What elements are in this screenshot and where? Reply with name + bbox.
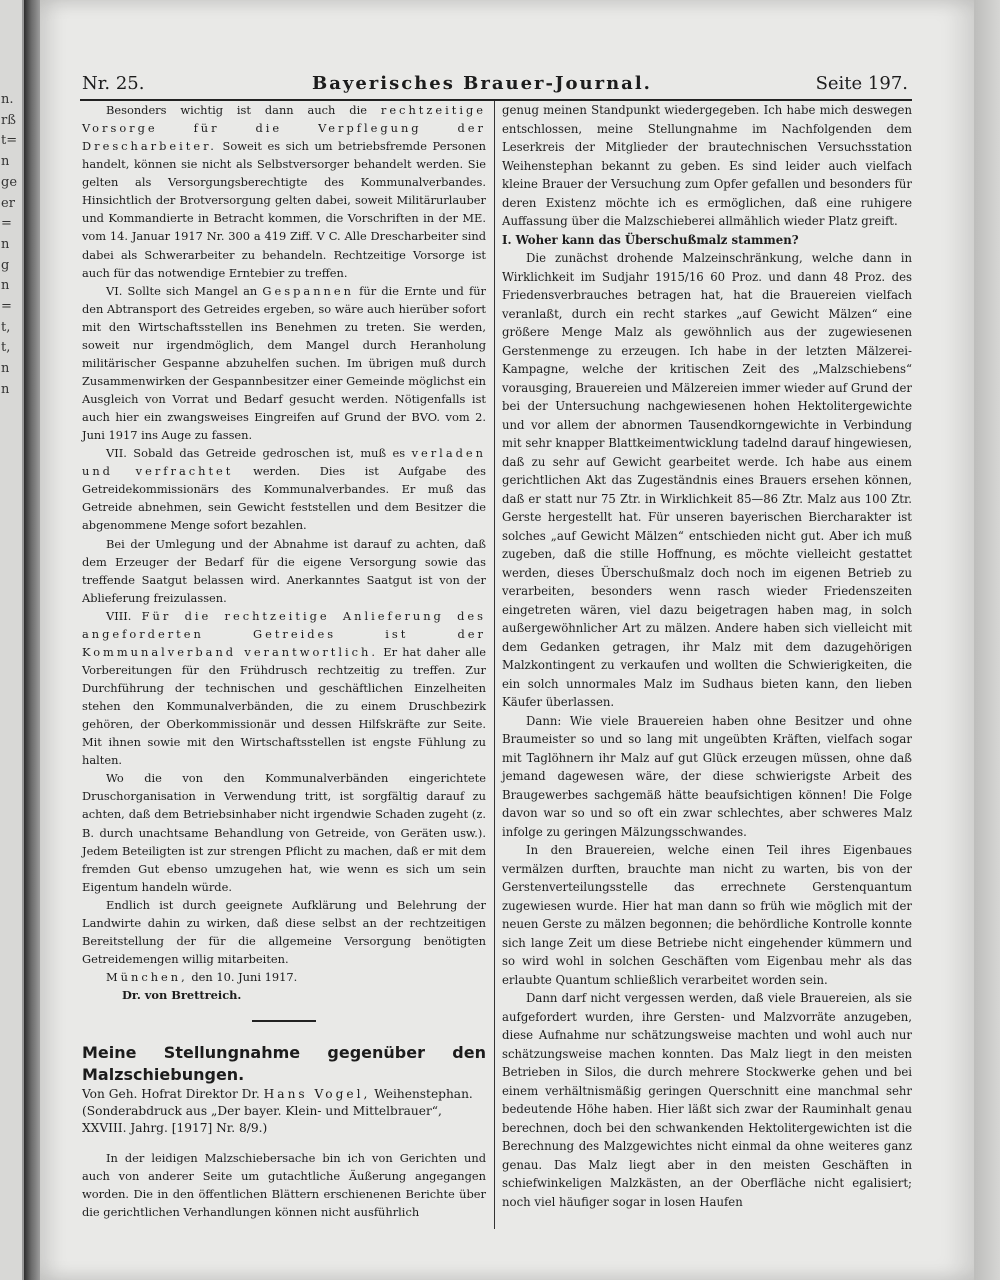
- paragraph: Bei der Umlegung und der Abnahme ist darauf zu achten, daß dem Erzeuger der Bedarf für die eigene Versorgung sowie das treffende Saatgut belassen wird. Anerkanntes Saatgut ist von der Ablieferung freizulassen.: [82, 536, 486, 605]
- previous-page-fragment: t=: [1, 133, 18, 149]
- previous-page-fragment: er: [1, 195, 15, 211]
- previous-page-fragment: n.: [1, 92, 14, 107]
- paragraph: Dann darf nicht vergessen werden, daß viele Brauereien, als sie aufgefordert wurden, ihre Gersten- und Malzvorräte anzugeben, diese Aufnahme nur schätzungsweise machten und wohl auch nur schätzungsweise machen konnten. Das Malz liegt in den meisten Betrieben in Silos, die durch mehrere Stockwerke gehen und bei einem verhältnismäßig geringen Querschnitt eine manchmal sehr bedeutende Höhe haben. Hier läßt sich zwar der Rauminhalt genau berechnen, doch bei den schwankenden Hektolitergewichten ist die Berechnung des Malzgewichtes nicht einmal da ohne weiteres ganz genau. Das Malz liegt aber in den meisten Geschäften in schiefwinkeligen Malzkästen, an der Oberfläche nicht egalisiert; noch viel häufiger sogar in losen Haufen: [502, 991, 912, 1209]
- article-source: (Sonderabdruck aus „Der bayer. Klein- und Mittelbrauer“, XXVIII. Jahrg. [1917] Nr. 8/9.): [82, 1104, 442, 1136]
- paragraph: In den Brauereien, welche einen Teil ihres Eigenbaues vermälzen durften, brauchte man nicht zu warten, bis von der Gerstenverteilungsstelle das errechnete Gerstenquantum zugewiesen wurde. Hier hat man dann so früh wie möglich mit der neuen Gerste zu mälzen begonnen; die behördliche Kontrolle konnte sich lange Zeit um diese Betriebe nicht eingehender kümmern und so wird wohl in solchen Geschäften vom Eigenbau mehr als das erlaubte Quantum schließlich verarbeitet worden sein.: [502, 843, 912, 987]
- dateline: München, den 10. Juni 1917.: [106, 970, 298, 984]
- paragraph: Besonders wichtig ist dann auch die rechtzeitige Vorsorge für die Verpflegung der Drescharbeiter. Soweit es sich um betriebsfremde Personen handelt, können sie nicht als Selbstversorger behandelt werden. Sie gelten als Versorgungsberechtigte des Kommunalverbandes. Hinsichtlich der Brotversorgung gelten dabei, soweit Militärurlauber und Kommandierte in Betracht kommen, die Vorschriften in der ME. vom 14. Januar 1917 Nr. 300 a 419 Ziff. V C. Alle Drescharbeiter sind dabei als Schwerarbeiter zu behandeln. Rechtzeitige Vorsorge ist auch für das notwendige Erntebier zu treffen.: [82, 103, 487, 280]
- previous-page-fragment: =: [1, 299, 12, 314]
- section-heading: I. Woher kann das Überschußmalz stammen?: [502, 232, 799, 247]
- previous-page-edge: [0, 0, 24, 1280]
- column-divider: [494, 101, 495, 1229]
- signature: Dr. von Brettreich.: [122, 988, 242, 1003]
- previous-page-fragment: rß: [1, 112, 16, 128]
- left-column: [82, 101, 486, 1221]
- paragraph: VII. Sobald das Getreide gedroschen ist, muß es verladen und verfrachtet werden. Dies ist Aufgabe des Getreidekommissionärs des Kommunalverbandes. Er muß das Getreide abnehmen, sein Gewicht feststellen und dem Besitzer die abgenommene Menge sofort bezahlen.: [82, 446, 486, 533]
- previous-page-fragment: n: [1, 381, 10, 397]
- previous-page-fragment: n: [1, 236, 10, 252]
- paragraph: Dann: Wie viele Brauereien haben ohne Besitzer und ohne Braumeister so und so lang mit ungeübten Kräften, vielfach sogar mit Taglöhnern ihr Malz auf gut Glück erzeugen müssen, ohne daß jemand dagewesen wäre, der diese schwierigste Arbeit des Braugewerbes sachgemäß hätte beaufsichtigen können! Die Folge davon war so und so oft ein zwar schlechtes, aber schweres Malz infolge zu geringen Mälzungsschwandes.: [502, 713, 912, 839]
- journal-title: Bayerisches Brauer-Journal.: [312, 73, 652, 94]
- paragraph: VI. Sollte sich Mangel an Gespannen für die Ernte und für den Abtransport des Getreides ergeben, so wäre auch hierüber sofort mit den Wirtschaftsstellen ins Benehmen zu treten. Sie werden, soweit nur irgendmöglich, dem Mangel durch Heranholung militärischer Gespanne abzuhelfen suchen. Im übrigen muß durch Zusammenwirken der Gespannbesitzer einer Gemeinde möglichst ein Ausgleich von Vorrat und Bedarf gesucht werden. Nötigenfalls ist auch hier ein zwangsweises Eingreifen auf Grund der BVO. vom 2. Juni 1917 ins Auge zu fassen.: [82, 283, 486, 443]
- previous-page-fragment: ge: [1, 174, 18, 190]
- previous-page-fragment: n: [1, 154, 10, 170]
- paragraph: genug meinen Standpunkt wiedergegeben. Ich habe mich deswegen entschlossen, meine Stellungnahme im Nachfolgenden dem Leserkreis der Mitglieder der brautechnischen Versuchsstation Weihenstephan bekannt zu geben. Es sind leider auch vielfach kleine Brauer der Versuchung zum Opfer gefallen und besonders für deren Existenz möchte ich es ermöglichen, daß eine ruhigere Auffassung über die Malzschieberei allmählich wieder Platz greift.: [502, 103, 912, 228]
- issue-number: Nr. 25.: [82, 73, 145, 94]
- paragraph: Die zunächst drohende Malzeinschränkung, welche dann in Wirklichkeit im Sudjahr 1915/16 60 Proz. und dann 48 Proz. des Friedensverbrauches betragen hat, hat die Brauereien vielfach veranlaßt, durch ein recht starkes „auf Gewicht Mälzen“ eine größere Menge Malz als gewöhnlich aus der zugewiesenen Gerstenmenge zu erzeugen. Ich habe in der letzten Mälzerei-Kampagne, welche der kritischen Zeit des „Malzschiebens“ vorausging, Brauereien und Mälzereien immer wieder auf Grund der bei der Untersuchung nachgewiesenen hohen Hektolitergewichte und vor allem der abnormen Tausendkorngewichte in Verbindung mit sehr knapper Blattkeimentwicklung tadelnd darauf hingewiesen, daß zu sehr auf Gewicht gearbeitet werde. Ich habe aus einem gerichtlichen Akt das Zugeständnis eines Brauers ersehen können, daß er statt nur 75 Ztr. in Wirklichkeit 85—86 Ztr. Malz aus 100 Ztr. Gerste hergestellt hat. Für unseren bayerischen Biercharakter ist solches „auf Gewicht Mälzen“ entschieden nicht gut. Aber ich muß zugeben, daß die stille Hoffnung, es möchte vielleicht gestattet werden, dieses Überschußmalz doch noch im eigenen Betrieb zu verarbeiten, besonders wenn rasch wieder Friedenszeiten eingetreten wären, viel dazu beigetragen haben mag, in solch außergewöhnlicher Art zu mälzen. Andere haben sich vielleicht mit dem Gedanken getragen, ihr Malz mit dem dazugehörigen Malzkontingent zu verkaufen und wollten die Schwierigkeiten, die ein solch unnormales Malz im Sudhaus bieten kann, den lieben Käufer überlassen.: [502, 251, 912, 709]
- paragraph: Wo die von den Kommunalverbänden eingerichtete Druschorganisation in Verwendung tritt, ist sorgfältig darauf zu achten, daß dem Betriebsinhaber nicht irgendwie Schaden zugeht (z. B. durch unachtsame Behandlung von Getreide, von Geräten usw.). Jedem Beteiligten ist zur strengen Pflicht zu machen, daß er mit dem fremden Gut ebenso umzugehen hat, wie wenn es sich um sein Eigentum handeln würde.: [82, 771, 486, 894]
- previous-page-fragment: t,: [1, 319, 11, 335]
- paragraph: VIII. Für die rechtzeitige Anlieferung des angeforderten Getreides ist der Kommunalverband verantwortlich. Er hat daher alle Vorbereitungen für den Frühdrusch rechtzeitig zu treffen. Zur Durchführung der technischen und geschäftlichen Einzelheiten stehen den Kommunalverbänden, die zu einem Druschbezirk gehören, der Oberkommissionär und dessen Hilfskräfte zur Seite. Mit ihnen sowie mit den Wirtschaftsstellen ist engste Fühlung zu halten.: [82, 608, 487, 768]
- article-title: Meine Stellungnahme gegenüber den Malzschiebungen.: [82, 1043, 486, 1085]
- paragraph: In der leidigen Malzschiebersache bin ich von Gerichten und auch von anderer Seite um gutachtliche Äußerung angegangen worden. Die in den öffentlichen Blättern erschienenen Berichte über die gerichtlichen Verhandlungen können nicht ausführlich: [82, 1151, 486, 1220]
- previous-page-fragment: n: [1, 361, 10, 377]
- page-edge: [974, 0, 1000, 1280]
- right-column: [502, 101, 912, 1211]
- book-gutter: [24, 0, 40, 1280]
- paragraph: Endlich ist durch geeignete Aufklärung und Belehrung der Landwirte dahin zu wirken, daß diese selbst an der rechtzeitigen Bereitstellung der für die allgemeine Versorgung benötigten Getreidemengen willig mitarbeiten.: [82, 897, 486, 966]
- previous-page-fragment: t,: [1, 340, 11, 356]
- article-author: Von Geh. Hofrat Direktor Dr. Hans Vogel, Weihenstephan.: [82, 1087, 473, 1102]
- page-number: Seite 197.: [815, 73, 908, 94]
- previous-page-fragment: n: [1, 278, 10, 294]
- page-header: [82, 73, 908, 97]
- section-rule: [252, 1020, 316, 1022]
- previous-page-fragment: =: [1, 216, 12, 232]
- previous-page-fragment: g: [1, 257, 10, 273]
